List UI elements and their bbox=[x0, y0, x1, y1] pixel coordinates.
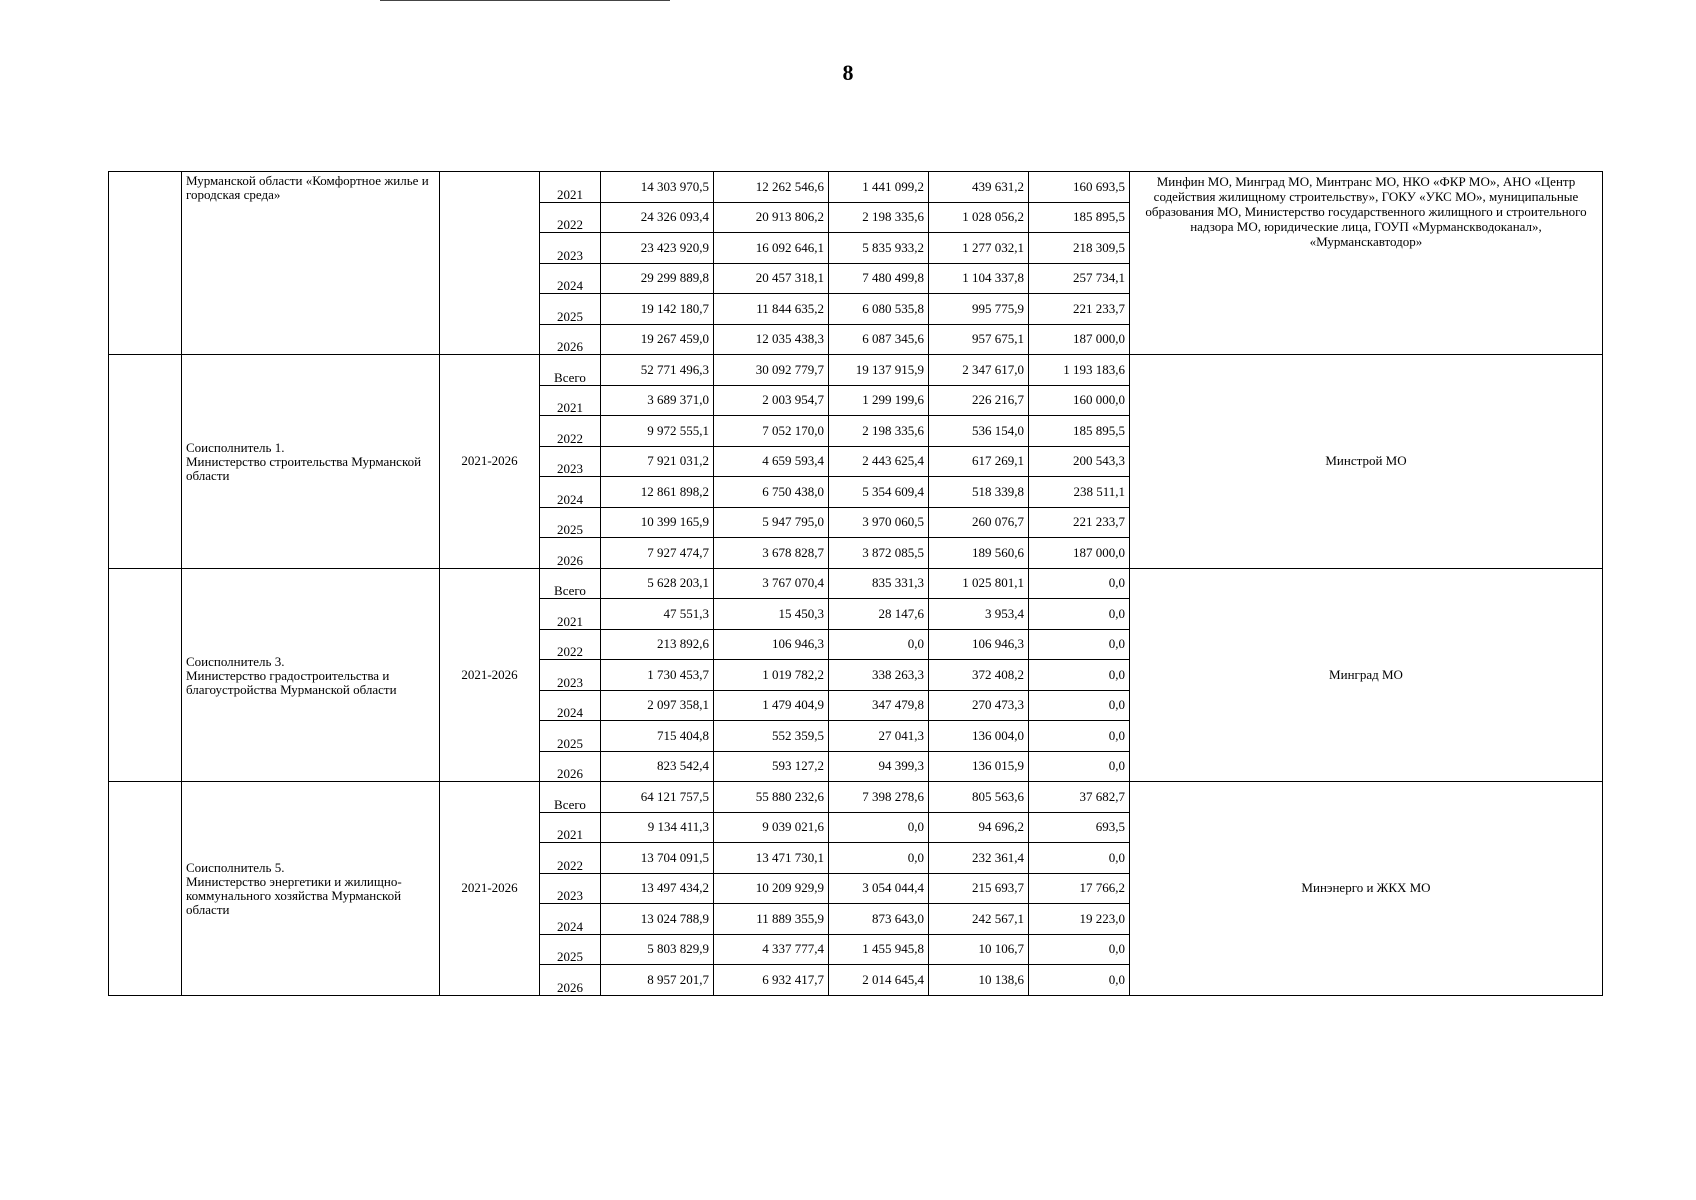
amount-cell: 6 080 535,8 bbox=[829, 294, 929, 325]
amount-cell: 1 730 453,7 bbox=[601, 660, 714, 691]
amount-cell: 12 262 546,6 bbox=[714, 172, 829, 203]
amount-cell: 13 024 788,9 bbox=[601, 904, 714, 935]
amount-cell: 2 003 954,7 bbox=[714, 385, 829, 416]
year-cell: 2023 bbox=[540, 660, 601, 691]
amount-cell: 30 092 779,7 bbox=[714, 355, 829, 386]
measure-name-line: Министерство строительства Мурманской области bbox=[186, 454, 422, 484]
amount-cell: 617 269,1 bbox=[929, 446, 1029, 477]
amount-cell: 0,0 bbox=[1029, 965, 1130, 996]
amount-cell: 3 872 085,5 bbox=[829, 538, 929, 569]
measure-name-line: Министерство градостроительства и благоустройства Мурманской области bbox=[186, 667, 397, 697]
amount-cell: 1 193 183,6 bbox=[1029, 355, 1130, 386]
amount-cell: 0,0 bbox=[1029, 568, 1130, 599]
amount-cell: 238 511,1 bbox=[1029, 477, 1130, 508]
amount-cell: 221 233,7 bbox=[1029, 507, 1130, 538]
year-cell: 2025 bbox=[540, 294, 601, 325]
amount-cell: 270 473,3 bbox=[929, 690, 1029, 721]
amount-cell: 242 567,1 bbox=[929, 904, 1029, 935]
amount-cell: 221 233,7 bbox=[1029, 294, 1130, 325]
measure-name-line: Соисполнитель 1. bbox=[186, 440, 285, 456]
year-cell: 2024 bbox=[540, 904, 601, 935]
amount-cell: 0,0 bbox=[829, 812, 929, 843]
amount-cell: 1 479 404,9 bbox=[714, 690, 829, 721]
amount-cell: 2 198 335,6 bbox=[829, 202, 929, 233]
amount-cell: 4 659 593,4 bbox=[714, 446, 829, 477]
amount-cell: 94 696,2 bbox=[929, 812, 1029, 843]
amount-cell: 52 771 496,3 bbox=[601, 355, 714, 386]
amount-cell: 957 675,1 bbox=[929, 324, 1029, 355]
amount-cell: 518 339,8 bbox=[929, 477, 1029, 508]
amount-cell: 1 019 782,2 bbox=[714, 660, 829, 691]
amount-cell: 12 035 438,3 bbox=[714, 324, 829, 355]
amount-cell: 200 543,3 bbox=[1029, 446, 1130, 477]
year-cell: 2023 bbox=[540, 233, 601, 264]
amount-cell: 2 014 645,4 bbox=[829, 965, 929, 996]
amount-cell: 160 693,5 bbox=[1029, 172, 1130, 203]
amount-cell: 0,0 bbox=[1029, 599, 1130, 630]
amount-cell: 0,0 bbox=[1029, 629, 1130, 660]
amount-cell: 6 932 417,7 bbox=[714, 965, 829, 996]
amount-cell: 187 000,0 bbox=[1029, 538, 1130, 569]
period-cell: 2021-2026 bbox=[440, 355, 540, 569]
measure-name-line: Соисполнитель 3. bbox=[186, 653, 285, 669]
year-cell: 2021 bbox=[540, 385, 601, 416]
amount-cell: 3 689 371,0 bbox=[601, 385, 714, 416]
amount-cell: 0,0 bbox=[1029, 934, 1130, 965]
amount-cell: 213 892,6 bbox=[601, 629, 714, 660]
amount-cell: 9 134 411,3 bbox=[601, 812, 714, 843]
executor-cell: Минэнерго и ЖКХ МО bbox=[1130, 782, 1603, 996]
year-cell: 2026 bbox=[540, 538, 601, 569]
measure-name-cell bbox=[182, 782, 440, 996]
amount-cell: 552 359,5 bbox=[714, 721, 829, 752]
amount-cell: 0,0 bbox=[829, 629, 929, 660]
year-cell: Всего bbox=[540, 355, 601, 386]
amount-cell: 7 927 474,7 bbox=[601, 538, 714, 569]
year-cell: 2024 bbox=[540, 690, 601, 721]
year-cell: 2024 bbox=[540, 263, 601, 294]
amount-cell: 185 895,5 bbox=[1029, 416, 1130, 447]
year-cell: 2021 bbox=[540, 172, 601, 203]
measure-name-line: Соисполнитель 5. bbox=[186, 860, 285, 876]
amount-cell: 29 299 889,8 bbox=[601, 263, 714, 294]
amount-cell: 257 734,1 bbox=[1029, 263, 1130, 294]
amount-cell: 1 025 801,1 bbox=[929, 568, 1029, 599]
amount-cell: 3 953,4 bbox=[929, 599, 1029, 630]
amount-cell: 15 450,3 bbox=[714, 599, 829, 630]
amount-cell: 338 263,3 bbox=[829, 660, 929, 691]
table-row bbox=[109, 568, 1603, 599]
period-cell: 2021-2026 bbox=[440, 782, 540, 996]
amount-cell: 7 921 031,2 bbox=[601, 446, 714, 477]
amount-cell: 19 142 180,7 bbox=[601, 294, 714, 325]
amount-cell: 17 766,2 bbox=[1029, 873, 1130, 904]
amount-cell: 47 551,3 bbox=[601, 599, 714, 630]
amount-cell: 3 678 828,7 bbox=[714, 538, 829, 569]
amount-cell: 27 041,3 bbox=[829, 721, 929, 752]
amount-cell: 372 408,2 bbox=[929, 660, 1029, 691]
amount-cell: 0,0 bbox=[1029, 843, 1130, 874]
year-cell: 2023 bbox=[540, 873, 601, 904]
amount-cell: 19 267 459,0 bbox=[601, 324, 714, 355]
amount-cell: 2 347 617,0 bbox=[929, 355, 1029, 386]
measure-name-cell bbox=[182, 355, 440, 569]
period-cell bbox=[440, 172, 540, 355]
amount-cell: 4 337 777,4 bbox=[714, 934, 829, 965]
amount-cell: 232 361,4 bbox=[929, 843, 1029, 874]
amount-cell: 823 542,4 bbox=[601, 751, 714, 782]
page-number: 8 bbox=[842, 60, 854, 85]
amount-cell: 10 209 929,9 bbox=[714, 873, 829, 904]
amount-cell: 20 457 318,1 bbox=[714, 263, 829, 294]
amount-cell: 0,0 bbox=[1029, 751, 1130, 782]
amount-cell: 8 957 201,7 bbox=[601, 965, 714, 996]
amount-cell: 439 631,2 bbox=[929, 172, 1029, 203]
amount-cell: 5 947 795,0 bbox=[714, 507, 829, 538]
amount-cell: 9 039 021,6 bbox=[714, 812, 829, 843]
amount-cell: 3 054 044,4 bbox=[829, 873, 929, 904]
amount-cell: 13 497 434,2 bbox=[601, 873, 714, 904]
amount-cell: 5 628 203,1 bbox=[601, 568, 714, 599]
top-rule bbox=[380, 0, 670, 1]
amount-cell: 260 076,7 bbox=[929, 507, 1029, 538]
amount-cell: 23 423 920,9 bbox=[601, 233, 714, 264]
measure-name-line: Министерство энергетики и жилищно-коммунального хозяйства Мурманской области bbox=[186, 874, 402, 918]
amount-cell: 12 861 898,2 bbox=[601, 477, 714, 508]
amount-cell: 10 399 165,9 bbox=[601, 507, 714, 538]
amount-cell: 160 000,0 bbox=[1029, 385, 1130, 416]
amount-cell: 0,0 bbox=[1029, 721, 1130, 752]
amount-cell: 1 277 032,1 bbox=[929, 233, 1029, 264]
executor-cell: Минфин МО, Минград МО, Минтранс МО, НКО «ФКР МО», АНО «Центр содействия жилищному строительству», ГОКУ «УКС МО», муниципальные образования МО, Министерство государственного жилищного и строительного надзора МО, юридические лица, ГОУП «Мурманскводоканал», «Мурманскавтодор» bbox=[1130, 172, 1603, 355]
amount-cell: 1 441 099,2 bbox=[829, 172, 929, 203]
executor-cell: Минстрой МО bbox=[1130, 355, 1603, 569]
amount-cell: 7 052 170,0 bbox=[714, 416, 829, 447]
year-cell: 2025 bbox=[540, 721, 601, 752]
amount-cell: 2 443 625,4 bbox=[829, 446, 929, 477]
measure-name-cell bbox=[182, 172, 440, 355]
year-cell: Всего bbox=[540, 568, 601, 599]
year-cell: 2022 bbox=[540, 843, 601, 874]
amount-cell: 19 223,0 bbox=[1029, 904, 1130, 935]
year-cell: 2024 bbox=[540, 477, 601, 508]
amount-cell: 9 972 555,1 bbox=[601, 416, 714, 447]
amount-cell: 106 946,3 bbox=[929, 629, 1029, 660]
row-number-cell bbox=[109, 355, 182, 569]
amount-cell: 24 326 093,4 bbox=[601, 202, 714, 233]
year-cell: 2026 bbox=[540, 965, 601, 996]
amount-cell: 5 354 609,4 bbox=[829, 477, 929, 508]
amount-cell: 7 398 278,6 bbox=[829, 782, 929, 813]
amount-cell: 2 097 358,1 bbox=[601, 690, 714, 721]
year-cell: 2026 bbox=[540, 324, 601, 355]
amount-cell: 1 028 056,2 bbox=[929, 202, 1029, 233]
amount-cell: 187 000,0 bbox=[1029, 324, 1130, 355]
amount-cell: 185 895,5 bbox=[1029, 202, 1130, 233]
period-cell: 2021-2026 bbox=[440, 568, 540, 782]
amount-cell: 20 913 806,2 bbox=[714, 202, 829, 233]
amount-cell: 873 643,0 bbox=[829, 904, 929, 935]
amount-cell: 995 775,9 bbox=[929, 294, 1029, 325]
amount-cell: 11 844 635,2 bbox=[714, 294, 829, 325]
amount-cell: 94 399,3 bbox=[829, 751, 929, 782]
amount-cell: 0,0 bbox=[1029, 690, 1130, 721]
measure-name-line: Мурманской области «Комфортное жилье и городская среда» bbox=[186, 173, 429, 202]
amount-cell: 1 299 199,6 bbox=[829, 385, 929, 416]
year-cell: 2023 bbox=[540, 446, 601, 477]
amount-cell: 805 563,6 bbox=[929, 782, 1029, 813]
budget-table bbox=[108, 171, 1603, 996]
amount-cell: 13 471 730,1 bbox=[714, 843, 829, 874]
amount-cell: 0,0 bbox=[1029, 660, 1130, 691]
amount-cell: 7 480 499,8 bbox=[829, 263, 929, 294]
amount-cell: 64 121 757,5 bbox=[601, 782, 714, 813]
amount-cell: 715 404,8 bbox=[601, 721, 714, 752]
amount-cell: 13 704 091,5 bbox=[601, 843, 714, 874]
year-cell: 2022 bbox=[540, 202, 601, 233]
amount-cell: 347 479,8 bbox=[829, 690, 929, 721]
amount-cell: 189 560,6 bbox=[929, 538, 1029, 569]
year-cell: Всего bbox=[540, 782, 601, 813]
amount-cell: 6 087 345,6 bbox=[829, 324, 929, 355]
amount-cell: 3 970 060,5 bbox=[829, 507, 929, 538]
year-cell: 2021 bbox=[540, 599, 601, 630]
amount-cell: 0,0 bbox=[829, 843, 929, 874]
table-row bbox=[109, 172, 1603, 203]
amount-cell: 593 127,2 bbox=[714, 751, 829, 782]
amount-cell: 3 767 070,4 bbox=[714, 568, 829, 599]
amount-cell: 10 106,7 bbox=[929, 934, 1029, 965]
row-number-cell bbox=[109, 568, 182, 782]
amount-cell: 16 092 646,1 bbox=[714, 233, 829, 264]
amount-cell: 37 682,7 bbox=[1029, 782, 1130, 813]
amount-cell: 5 835 933,2 bbox=[829, 233, 929, 264]
amount-cell: 218 309,5 bbox=[1029, 233, 1130, 264]
amount-cell: 1 455 945,8 bbox=[829, 934, 929, 965]
amount-cell: 226 216,7 bbox=[929, 385, 1029, 416]
amount-cell: 5 803 829,9 bbox=[601, 934, 714, 965]
year-cell: 2022 bbox=[540, 416, 601, 447]
year-cell: 2025 bbox=[540, 934, 601, 965]
amount-cell: 215 693,7 bbox=[929, 873, 1029, 904]
table-row bbox=[109, 355, 1603, 386]
row-number-cell bbox=[109, 172, 182, 355]
year-cell: 2025 bbox=[540, 507, 601, 538]
amount-cell: 55 880 232,6 bbox=[714, 782, 829, 813]
amount-cell: 11 889 355,9 bbox=[714, 904, 829, 935]
amount-cell: 14 303 970,5 bbox=[601, 172, 714, 203]
year-cell: 2022 bbox=[540, 629, 601, 660]
amount-cell: 835 331,3 bbox=[829, 568, 929, 599]
year-cell: 2026 bbox=[540, 751, 601, 782]
amount-cell: 693,5 bbox=[1029, 812, 1130, 843]
amount-cell: 536 154,0 bbox=[929, 416, 1029, 447]
table-row bbox=[109, 782, 1603, 813]
amount-cell: 136 004,0 bbox=[929, 721, 1029, 752]
amount-cell: 10 138,6 bbox=[929, 965, 1029, 996]
measure-name-cell bbox=[182, 568, 440, 782]
amount-cell: 6 750 438,0 bbox=[714, 477, 829, 508]
amount-cell: 19 137 915,9 bbox=[829, 355, 929, 386]
amount-cell: 28 147,6 bbox=[829, 599, 929, 630]
amount-cell: 106 946,3 bbox=[714, 629, 829, 660]
executor-cell: Минград МО bbox=[1130, 568, 1603, 782]
year-cell: 2021 bbox=[540, 812, 601, 843]
row-number-cell bbox=[109, 782, 182, 996]
amount-cell: 136 015,9 bbox=[929, 751, 1029, 782]
amount-cell: 1 104 337,8 bbox=[929, 263, 1029, 294]
amount-cell: 2 198 335,6 bbox=[829, 416, 929, 447]
